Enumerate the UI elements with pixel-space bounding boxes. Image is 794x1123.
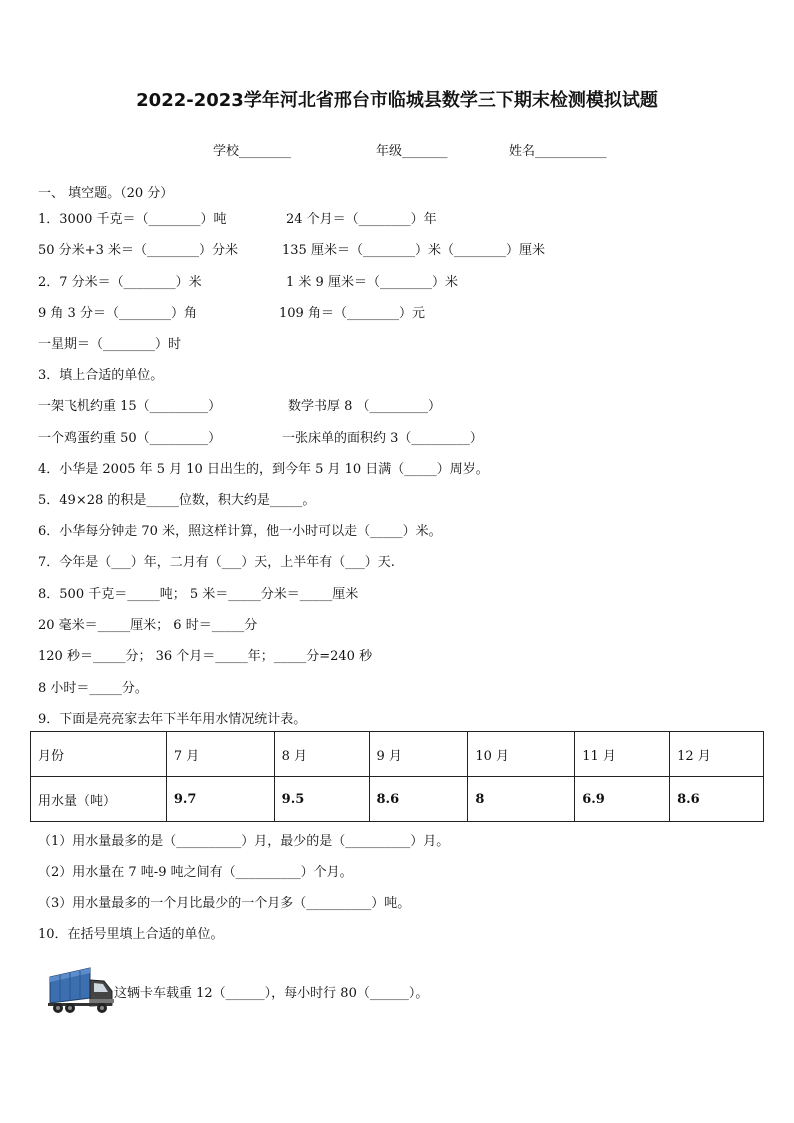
q2-a: 2．7 分米＝（________）米 xyxy=(38,275,202,290)
table-cell: 用水量（吨） xyxy=(31,777,167,822)
q9-sub2: （2）用水量在 7 吨-9 吨之间有（__________）个月。 xyxy=(38,865,353,880)
table-cell: 9 月 xyxy=(369,732,468,777)
water-usage-table xyxy=(30,731,764,822)
table-cell: 9.5 xyxy=(274,777,369,822)
q2-e: 一星期＝（________）时 xyxy=(38,337,182,352)
q1-b: 24 个月＝（________）年 xyxy=(286,212,437,227)
q2-b: 1 米 9 厘米＝（________）米 xyxy=(286,275,458,290)
truck-icon xyxy=(44,965,116,1015)
q9-sub3: （3）用水量最多的一个月比最少的一个月多（__________）吨。 xyxy=(38,896,411,911)
table-row xyxy=(31,777,764,822)
q3-d: 一张床单的面积约 3（_________） xyxy=(282,431,483,446)
q6: 6．小华每分钟走 70 米，照这样计算，他一小时可以走（_____）米。 xyxy=(38,524,442,539)
q3-c: 一个鸡蛋约重 50（_________） xyxy=(38,431,222,446)
table-cell: 8.6 xyxy=(369,777,468,822)
q7: 7．今年是（___）年，二月有（___）天，上半年有（___）天. xyxy=(38,555,395,570)
table-cell: 月份 xyxy=(31,732,167,777)
q1-c: 50 分米+3 米＝（________）分米 xyxy=(38,243,238,258)
table-cell: 8 xyxy=(468,777,575,822)
q3-heading: 3．填上合适的单位。 xyxy=(38,368,164,383)
table-cell: 11 月 xyxy=(575,732,670,777)
q10-text: 这辆卡车载重 12（______），每小时行 80（______）。 xyxy=(114,986,429,1001)
page-title: 2022-2023学年河北省邢台市临城县数学三下期末检测模拟试题 xyxy=(136,90,658,111)
name-field: 姓名___________ xyxy=(509,144,607,159)
table-cell: 12 月 xyxy=(670,732,764,777)
table-cell: 6.9 xyxy=(575,777,670,822)
q10-heading: 10．在括号里填上合适的单位。 xyxy=(38,927,224,942)
q9-sub1: （1）用水量最多的是（__________）月，最少的是（__________）月。 xyxy=(38,834,450,849)
school-field: 学校________ xyxy=(213,144,292,159)
table-cell: 10 月 xyxy=(468,732,575,777)
q2-d: 109 角＝（________）元 xyxy=(279,306,425,321)
q9-heading: 9．下面是亮亮家去年下半年用水情况统计表。 xyxy=(38,712,307,727)
q8-b: 20 毫米＝_____厘米； 6 时＝_____分 xyxy=(38,618,258,633)
q1-a: 1．3000 千克＝（________）吨 xyxy=(38,212,227,227)
q5: 5．49×28 的积是_____位数，积大约是_____。 xyxy=(38,493,316,508)
q3-b: 数学书厚 8 （_________） xyxy=(288,399,442,414)
table-cell: 7 月 xyxy=(166,732,274,777)
q8-c: 120 秒＝_____分； 36 个月＝_____年；_____分=240 秒 xyxy=(38,649,373,664)
table-cell: 9.7 xyxy=(166,777,274,822)
q4: 4．小华是 2005 年 5 月 10 日出生的，到今年 5 月 10 日满（_____）周岁。 xyxy=(38,462,489,477)
q2-c: 9 角 3 分＝（________）角 xyxy=(38,306,197,321)
q3-a: 一架飞机约重 15（_________） xyxy=(38,399,222,414)
section-heading: 一、 填空题。（20 分） xyxy=(38,186,174,201)
q8-a: 8．500 千克＝_____吨； 5 米＝_____分米＝_____厘米 xyxy=(38,587,359,602)
table-header-row xyxy=(31,732,764,777)
q8-d: 8 小时＝_____分。 xyxy=(38,681,148,696)
table-cell: 8.6 xyxy=(670,777,764,822)
q1-d: 135 厘米＝（________）米（________）厘米 xyxy=(282,243,545,258)
grade-field: 年级_______ xyxy=(376,144,448,159)
table-cell: 8 月 xyxy=(274,732,369,777)
